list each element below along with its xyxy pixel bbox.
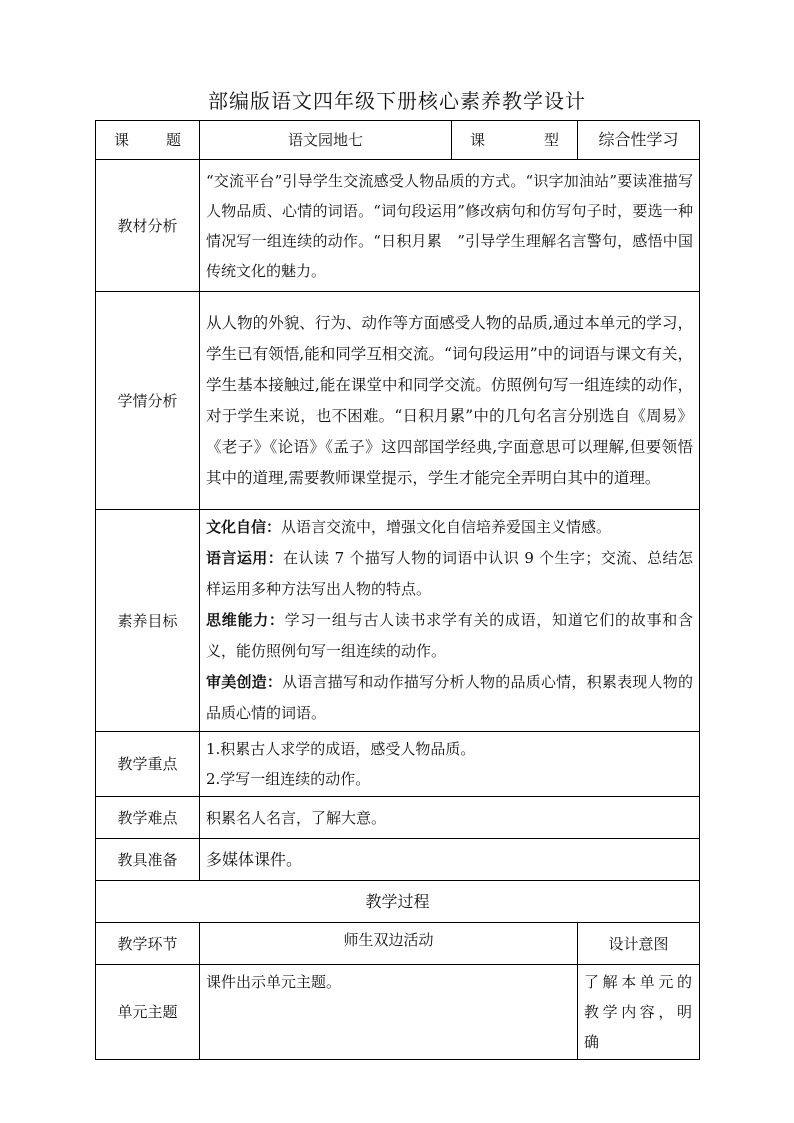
goal-text: 从语言交流中，增强文化自信培养爱国主义情感。 [281,518,612,536]
goal-head: 文化自信： [206,518,282,536]
goal-head: 思维能力： [206,611,285,629]
unit-label: 单元主题 [96,965,200,1060]
topic-label: 课 题 [96,121,200,160]
page-title: 部编版语文四年级下册核心素养教学设计 [208,89,586,113]
goals-cell [200,510,700,732]
material-text: “交流平台”引导学生交流感受人物品质的方式。“识字加油站”要读准描写人物品质、心情的词语。“词句段运用”修改病句和仿写句子时，要选一种情况写一组连续的动作。“日积月累 ”引导学生理解名言警句，感悟中国传统文化的魅力。 [200,160,700,292]
goal-text: 学习一组与古人读书求学有关的成语，知道它们的故事和含义，能仿照例句写一组连续的动作。 [206,611,693,660]
difficulty-label: 教学难点 [96,797,200,839]
goal-text: 在认读 7 个描写人物的词语中认识 9 个生字；交流、总结怎样运用多种方法写出人物的特点。 [206,549,693,598]
key-cell [200,732,700,797]
unit-intent: 了解本单元的教学内容，明确 [578,965,700,1060]
key-row [96,732,700,797]
intent-column-header: 设计意图 [578,923,700,965]
process-columns-row [96,923,700,965]
material-label: 教材分析 [96,160,200,292]
unit-row [96,965,700,1060]
step-column-header: 教学环节 [96,923,200,965]
goal-item [206,667,693,729]
goal-text: 从语言描写和动作描写分析人物的品质心情，积累表现人物的品质心情的词语。 [206,673,693,722]
student-text: 从人物的外貌、行为、动作等方面感受人物的品质,通过本单元的学习，学生已有领悟,能和同学互相交流。“词句段运用”中的词语与课文有关，学生基本接触过,能在课堂中和同学交流。仿照例句写一组连续的动作，对于学生来说，也不困难。“日积月累”中的几句名言分别选自《周易》《老子》《论语》《孟子》这四部国学经典,字面意思可以理解,但要领悟其中的道理,需要教师课堂提示，学生才能完全弄明白其中的道理。 [200,292,700,510]
goals-label: 素养目标 [96,510,200,732]
process-header: 教学过程 [96,881,700,923]
goal-head: 审美创造： [206,673,283,691]
goal-head: 语言运用： [206,549,284,567]
goal-item [206,543,693,605]
key-point: 1.积累古人求学的成语，感受人物品质。 [206,740,476,758]
material-row [96,160,700,292]
activity-column-header: 师生双边活动 [200,923,578,965]
topic-value: 语文园地七 [200,121,452,160]
student-row [96,292,700,510]
type-value: 综合性学习 [578,121,700,160]
unit-activity: 课件出示单元主题。 [200,965,578,1060]
type-label: 课 型 [452,121,578,160]
process-header-row [96,881,700,923]
tools-label: 教具准备 [96,839,200,881]
difficulty-row [96,797,700,839]
difficulty-text: 积累名人名言，了解大意。 [200,797,700,839]
goal-item [206,512,693,543]
tools-text: 多媒体课件。 [200,839,700,881]
topic-row [96,121,700,160]
goal-item [206,605,693,667]
key-point: 2.学写一组连续的动作。 [206,770,371,788]
tools-row [96,839,700,881]
key-label: 教学重点 [96,732,200,797]
goals-row [96,510,700,732]
lesson-plan-table [95,120,700,1060]
student-label: 学情分析 [96,292,200,510]
